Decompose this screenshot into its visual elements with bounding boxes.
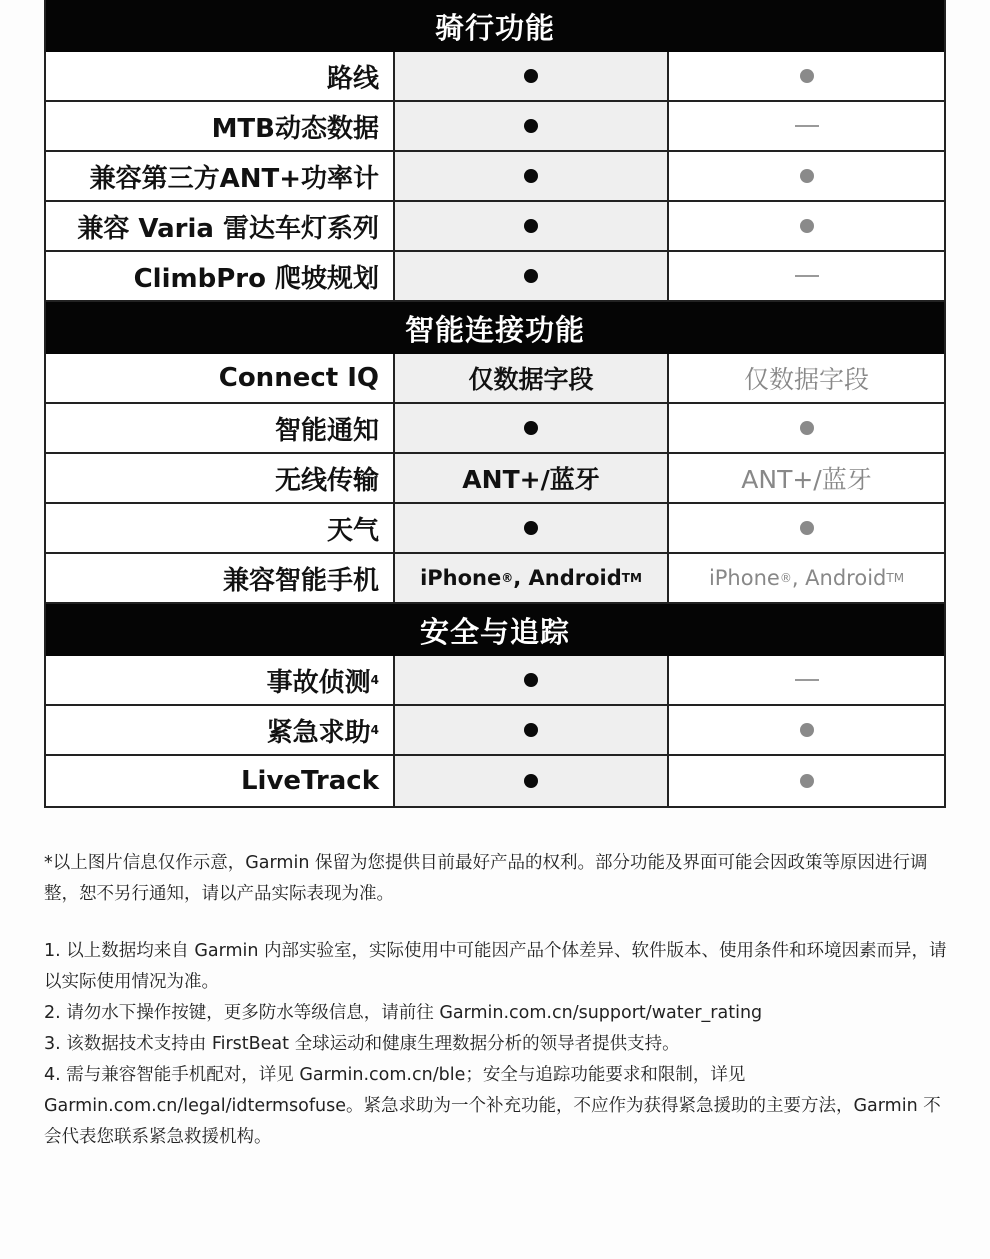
feature-comparison-table <box>44 0 946 808</box>
column-b-cell <box>669 656 944 704</box>
row-label-text: 事故侦测 <box>266 667 371 698</box>
supported-dot-icon <box>524 69 538 83</box>
row-label: 天气 <box>46 504 395 552</box>
column-b-cell <box>669 756 944 806</box>
phone-compat-text: , Android <box>791 566 887 590</box>
row-label: 路线 <box>46 52 395 100</box>
column-a-cell <box>395 152 669 200</box>
row-label: Connect IQ <box>46 354 395 402</box>
table-row <box>46 656 944 706</box>
column-b-cell: ANT+/蓝牙 <box>669 454 944 502</box>
row-label <box>46 656 395 704</box>
phone-compat-text: iPhone <box>708 566 780 590</box>
column-a-cell <box>395 102 669 150</box>
row-label: 兼容 Varia 雷达车灯系列 <box>46 202 395 250</box>
table-row <box>46 152 944 202</box>
row-label <box>46 706 395 754</box>
column-b-cell <box>669 504 944 552</box>
trademark-mark: TM <box>886 571 905 585</box>
supported-dot-icon <box>800 723 814 737</box>
footnote-marker: 4 <box>370 723 379 737</box>
table-row <box>46 404 944 454</box>
row-label-text: 紧急求助 <box>266 717 371 748</box>
supported-dot-icon <box>524 774 538 788</box>
row-label: 无线传输 <box>46 454 395 502</box>
table-row <box>46 504 944 554</box>
supported-dot-icon <box>524 421 538 435</box>
column-b-cell <box>669 52 944 100</box>
column-a-cell <box>395 52 669 100</box>
table-row <box>46 554 944 604</box>
registered-mark: ® <box>779 571 792 585</box>
footnote-2: 2. 请勿水下操作按键，更多防水等级信息，请前往 Garmin.com.cn/support/water_rating <box>44 1003 763 1023</box>
table-row <box>46 756 944 806</box>
unsupported-dash-icon <box>795 275 819 277</box>
column-b-cell <box>669 404 944 452</box>
column-b-cell <box>669 706 944 754</box>
disclaimer-text: *以上图片信息仅作示意，Garmin 保留为您提供目前最好产品的权利。部分功能及界面可能会因政策等原因进行调整，恕不另行通知，请以产品实际表现为准。 <box>44 853 928 904</box>
supported-dot-icon <box>800 421 814 435</box>
column-b-cell <box>669 102 944 150</box>
row-label: 智能通知 <box>46 404 395 452</box>
column-a-cell: ANT+/蓝牙 <box>395 454 669 502</box>
row-label: ClimbPro 爬坡规划 <box>46 252 395 300</box>
supported-dot-icon <box>800 219 814 233</box>
phone-compat-text: , Android <box>513 566 622 590</box>
supported-dot-icon <box>800 521 814 535</box>
footnote-3: 3. 该数据技术支持由 FirstBeat 全球运动和健康生理数据分析的领导者提供支持。 <box>44 1034 680 1054</box>
unsupported-dash-icon <box>795 679 819 681</box>
table-row <box>46 52 944 102</box>
table-row <box>46 706 944 756</box>
table-row <box>46 102 944 152</box>
column-b-cell <box>669 152 944 200</box>
supported-dot-icon <box>524 169 538 183</box>
table-row <box>46 354 944 404</box>
section-header-smart-connectivity: 智能连接功能 <box>46 302 944 354</box>
section-header-safety-tracking: 安全与追踪 <box>46 604 944 656</box>
supported-dot-icon <box>524 269 538 283</box>
column-a-cell <box>395 706 669 754</box>
trademark-mark: TM <box>621 571 642 585</box>
row-label: LiveTrack <box>46 756 395 806</box>
footnote-marker: 4 <box>370 673 379 687</box>
phone-compat-text: iPhone <box>420 566 502 590</box>
supported-dot-icon <box>800 169 814 183</box>
table-row <box>46 252 944 302</box>
supported-dot-icon <box>524 119 538 133</box>
table-row <box>46 454 944 504</box>
footnote-1: 1. 以上数据均来自 Garmin 内部实验室，实际使用中可能因产品个体差异、软件版本、使用条件和环境因素而异，请以实际使用情况为准。 <box>44 941 947 992</box>
registered-mark: ® <box>501 571 514 585</box>
column-a-cell <box>395 252 669 300</box>
column-a-cell <box>395 756 669 806</box>
supported-dot-icon <box>524 521 538 535</box>
column-a-cell: 仅数据字段 <box>395 354 669 402</box>
column-b-cell <box>669 554 944 602</box>
supported-dot-icon <box>524 723 538 737</box>
column-a-cell <box>395 504 669 552</box>
section-header-cycling: 骑行功能 <box>46 0 944 52</box>
supported-dot-icon <box>524 219 538 233</box>
row-label: 兼容智能手机 <box>46 554 395 602</box>
supported-dot-icon <box>800 69 814 83</box>
unsupported-dash-icon <box>795 125 819 127</box>
footnotes-section <box>44 848 954 1153</box>
supported-dot-icon <box>524 673 538 687</box>
row-label: 兼容第三方ANT+功率计 <box>46 152 395 200</box>
row-label: MTB动态数据 <box>46 102 395 150</box>
footnote-4: 4. 需与兼容智能手机配对，详见 Garmin.com.cn/ble；安全与追踪功能要求和限制，详见 Garmin.com.cn/legal/idtermsofuse。紧急求助为一个补充功能，不应作为获得紧急援助的主要方法，Garmin 不会代表您联系紧急救援机构。 <box>44 1065 941 1147</box>
column-a-cell <box>395 656 669 704</box>
supported-dot-icon <box>800 774 814 788</box>
column-a-cell <box>395 202 669 250</box>
column-a-cell <box>395 554 669 602</box>
column-a-cell <box>395 404 669 452</box>
column-b-cell <box>669 202 944 250</box>
column-b-cell: 仅数据字段 <box>669 354 944 402</box>
column-b-cell <box>669 252 944 300</box>
table-row <box>46 202 944 252</box>
